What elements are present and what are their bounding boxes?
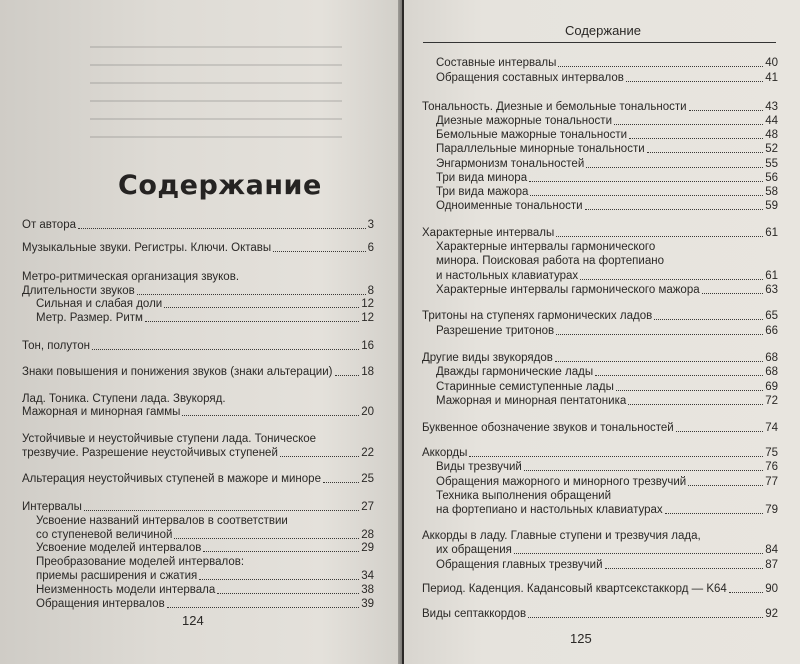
toc-entry bbox=[22, 556, 244, 569]
toc-entry-page: 76 bbox=[765, 461, 778, 473]
dot-leader bbox=[182, 415, 359, 416]
toc-entry-page: 72 bbox=[765, 395, 778, 407]
dot-leader bbox=[469, 456, 763, 457]
toc-entry bbox=[422, 352, 778, 365]
dot-leader bbox=[555, 361, 763, 362]
toc-entry-title: и настольных клавиатурах bbox=[436, 270, 579, 282]
toc-entry bbox=[22, 366, 374, 379]
toc-entry-page: 12 bbox=[361, 312, 374, 324]
toc-entry bbox=[422, 270, 778, 283]
toc-entry-page: 44 bbox=[765, 115, 778, 127]
toc-entry-page: 58 bbox=[765, 186, 778, 198]
toc-entry bbox=[422, 490, 611, 503]
toc-entry-page: 75 bbox=[765, 447, 778, 459]
toc-entry-title: От автора bbox=[22, 219, 76, 231]
toc-entry-page: 34 bbox=[361, 570, 374, 582]
toc-entry bbox=[22, 271, 239, 284]
toc-entry-title: Лад. Тоника. Ступени лада. Звукоряд. bbox=[22, 393, 226, 405]
dot-leader bbox=[729, 592, 763, 593]
toc-entry bbox=[422, 504, 778, 517]
dot-leader bbox=[524, 470, 763, 471]
toc-entry bbox=[22, 501, 374, 514]
toc-entry-page: 39 bbox=[361, 598, 374, 610]
toc-entry-title: Сильная и слабая доли bbox=[36, 298, 163, 310]
dot-leader bbox=[199, 579, 359, 580]
toc-entry bbox=[422, 57, 778, 70]
dot-leader bbox=[335, 375, 360, 376]
toc-entry-page: 16 bbox=[361, 340, 374, 352]
toc-entry-page: 74 bbox=[765, 422, 778, 434]
toc-entry bbox=[422, 241, 655, 254]
toc-entry bbox=[422, 284, 778, 297]
toc-entry-page: 69 bbox=[765, 381, 778, 393]
toc-entry-title: их обращения bbox=[436, 544, 512, 556]
toc-entry bbox=[22, 340, 374, 353]
toc-entry-page: 66 bbox=[765, 325, 778, 337]
dot-leader bbox=[605, 568, 764, 569]
toc-entry-page: 43 bbox=[765, 101, 778, 113]
dot-leader bbox=[528, 617, 763, 618]
dot-leader bbox=[702, 293, 764, 294]
page-number: 125 bbox=[570, 631, 592, 646]
toc-entry-title: Другие виды звукорядов bbox=[422, 352, 553, 364]
toc-entry-title: Диезные мажорные тональности bbox=[436, 115, 612, 127]
toc-entry-page: 59 bbox=[765, 200, 778, 212]
toc-entry-page: 68 bbox=[765, 366, 778, 378]
toc-entry-title: трезвучие. Разрешение неустойчивых ступеней bbox=[22, 447, 278, 459]
toc-entry bbox=[22, 598, 374, 611]
dot-leader bbox=[78, 228, 366, 229]
dot-leader bbox=[529, 181, 763, 182]
dot-leader bbox=[647, 152, 764, 153]
toc-entry-page: 27 bbox=[361, 501, 374, 513]
toc-entry-title: Составные интервалы bbox=[436, 57, 557, 69]
toc-entry-page: 92 bbox=[765, 608, 778, 620]
dot-leader bbox=[556, 334, 763, 335]
toc-entry-title: Интервалы bbox=[22, 501, 82, 513]
toc-entry bbox=[22, 515, 288, 528]
toc-entry-title: Тритоны на ступенях гармонических ладов bbox=[422, 310, 653, 322]
toc-entry-title: Техника выполнения обращений bbox=[436, 490, 612, 502]
toc-entry-page: 90 bbox=[765, 583, 778, 595]
dot-leader bbox=[688, 485, 763, 486]
toc-entry-page: 40 bbox=[765, 57, 778, 69]
toc-entry bbox=[422, 310, 778, 323]
toc-entry-title: приемы расширения и сжатия bbox=[36, 570, 198, 582]
toc-entry-title: Устойчивые и неустойчивые ступени лада. Тоническое bbox=[22, 433, 317, 445]
toc-entry bbox=[22, 473, 374, 486]
toc-entry-title: Виды трезвучий bbox=[436, 461, 522, 473]
toc-entry bbox=[422, 366, 778, 379]
toc-entry-title: Период. Каденция. Кадансовый квартсекстаккорд — K64 bbox=[422, 583, 727, 595]
header-rule bbox=[423, 42, 776, 43]
dot-leader bbox=[280, 456, 359, 457]
dot-leader bbox=[595, 375, 763, 376]
dot-leader bbox=[628, 404, 763, 405]
toc-entry bbox=[422, 559, 778, 572]
toc-entry bbox=[22, 242, 374, 255]
toc-entry bbox=[422, 325, 778, 338]
toc-entry-page: 41 bbox=[765, 72, 778, 84]
dot-leader bbox=[217, 593, 359, 594]
toc-entry bbox=[22, 433, 316, 446]
toc-entry bbox=[422, 186, 778, 199]
toc-entry bbox=[422, 143, 778, 156]
right-page bbox=[404, 0, 800, 664]
toc-entry bbox=[22, 285, 374, 298]
toc-entry bbox=[422, 608, 778, 621]
dot-leader bbox=[585, 209, 764, 210]
toc-entry-title: Усвоение моделей интервалов bbox=[36, 542, 202, 554]
toc-entry bbox=[422, 227, 778, 240]
toc-entry-page: 56 bbox=[765, 172, 778, 184]
toc-entry-page: 8 bbox=[367, 285, 374, 297]
toc-entry-title: Длительности звуков bbox=[22, 285, 135, 297]
toc-entry-page: 79 bbox=[765, 504, 778, 516]
toc-entry-page: 28 bbox=[361, 529, 374, 541]
toc-entry-title: Преобразование моделей интервалов: bbox=[36, 556, 245, 568]
toc-entry-title: Знаки повышения и понижения звуков (знаки альтерации) bbox=[22, 366, 333, 378]
toc-entry-title: Музыкальные звуки. Регистры. Ключи. Октавы bbox=[22, 242, 272, 254]
toc-entry bbox=[22, 312, 374, 325]
dot-leader bbox=[629, 138, 763, 139]
toc-entry-title: Разрешение тритонов bbox=[436, 325, 555, 337]
dot-leader bbox=[84, 510, 359, 511]
toc-entry bbox=[422, 158, 778, 171]
toc-entry-page: 3 bbox=[367, 219, 374, 231]
toc-entry bbox=[22, 393, 226, 406]
toc-entry-title: на фортепиано и настольных клавиатурах bbox=[436, 504, 663, 516]
dot-leader bbox=[556, 236, 763, 237]
toc-entry-title: Одноименные тональности bbox=[436, 200, 583, 212]
dot-leader bbox=[626, 81, 763, 82]
dot-leader bbox=[558, 66, 763, 67]
toc-entry-page: 65 bbox=[765, 310, 778, 322]
toc-entry-title: Параллельные минорные тональности bbox=[436, 143, 645, 155]
dot-leader bbox=[689, 110, 764, 111]
toc-entry-title: Тон, полутон bbox=[22, 340, 90, 352]
toc-entry-page: 29 bbox=[361, 542, 374, 554]
toc-entry-title: Мажорная и минорная гаммы bbox=[22, 406, 181, 418]
toc-entry-page: 61 bbox=[765, 227, 778, 239]
toc-entry-page: 84 bbox=[765, 544, 778, 556]
toc-entry-page: 22 bbox=[361, 447, 374, 459]
page-number: 124 bbox=[182, 613, 204, 628]
toc-entry bbox=[422, 447, 778, 460]
toc-entry-page: 77 bbox=[765, 476, 778, 488]
toc-entry-title: Аккорды bbox=[422, 447, 468, 459]
dot-leader bbox=[164, 307, 359, 308]
toc-entry-title: Дважды гармонические лады bbox=[436, 366, 594, 378]
toc-entry bbox=[422, 101, 778, 114]
toc-entry-title: Три вида мажора bbox=[436, 186, 529, 198]
toc-entry-title: Обращения главных трезвучий bbox=[436, 559, 603, 571]
toc-entry bbox=[22, 570, 374, 583]
dot-leader bbox=[167, 607, 360, 608]
page-title: Содержание bbox=[118, 170, 322, 201]
toc-entry-title: Неизменность модели интервала bbox=[36, 584, 216, 596]
dot-leader bbox=[203, 551, 359, 552]
toc-entry bbox=[422, 172, 778, 185]
toc-entry bbox=[22, 542, 374, 555]
dot-leader bbox=[665, 513, 764, 514]
running-head: Содержание bbox=[565, 23, 641, 38]
dot-leader bbox=[514, 553, 763, 554]
toc-entry-page: 63 bbox=[765, 284, 778, 296]
toc-entry bbox=[422, 544, 778, 557]
toc-entry-title: Старинные семиступенные лады bbox=[436, 381, 614, 393]
toc-entry-page: 38 bbox=[361, 584, 374, 596]
toc-entry bbox=[422, 129, 778, 142]
toc-entry bbox=[22, 584, 374, 597]
toc-entry-page: 87 bbox=[765, 559, 778, 571]
toc-entry-title: Метро-ритмическая организация звуков. bbox=[22, 271, 240, 283]
dot-leader bbox=[676, 431, 764, 432]
dot-leader bbox=[174, 538, 359, 539]
toc-entry-title: Бемольные мажорные тональности bbox=[436, 129, 628, 141]
toc-entry bbox=[422, 530, 701, 543]
toc-entry bbox=[422, 583, 778, 596]
dot-leader bbox=[137, 294, 366, 295]
toc-entry-title: Характерные интервалы гармонического bbox=[436, 241, 656, 253]
toc-entry-page: 55 bbox=[765, 158, 778, 170]
toc-entry-title: Мажорная и минорная пентатоника bbox=[436, 395, 627, 407]
dot-leader bbox=[580, 279, 763, 280]
toc-entry-title: Аккорды в ладу. Главные ступени и трезвучия лада, bbox=[422, 530, 701, 542]
toc-entry-title: Альтерация неустойчивых ступеней в мажоре и миноре bbox=[22, 473, 321, 485]
toc-entry bbox=[422, 422, 778, 435]
toc-entry-title: Обращения мажорного и минорного трезвучий bbox=[436, 476, 687, 488]
toc-entry-title: Метр. Размер. Ритм bbox=[36, 312, 143, 324]
toc-entry-page: 52 bbox=[765, 143, 778, 155]
dot-leader bbox=[614, 124, 763, 125]
toc-entry-title: минора. Поисковая работа на фортепиано bbox=[436, 255, 664, 267]
toc-entry bbox=[422, 200, 778, 213]
toc-entry-page: 18 bbox=[361, 366, 374, 378]
toc-entry-title: со ступеневой величиной bbox=[36, 529, 173, 541]
dot-leader bbox=[92, 349, 359, 350]
toc-entry bbox=[22, 529, 374, 542]
toc-entry bbox=[22, 219, 374, 232]
dot-leader bbox=[530, 195, 763, 196]
toc-entry bbox=[22, 447, 374, 460]
dot-leader bbox=[273, 251, 365, 252]
toc-entry bbox=[422, 381, 778, 394]
toc-entry bbox=[422, 461, 778, 474]
toc-entry-title: Обращения интервалов bbox=[36, 598, 165, 610]
toc-entry-page: 61 bbox=[765, 270, 778, 282]
toc-entry-page: 48 bbox=[765, 129, 778, 141]
dot-leader bbox=[586, 167, 763, 168]
toc-entry-title: Усвоение названий интервалов в соответствии bbox=[36, 515, 288, 527]
toc-entry-title: Энгармонизм тональностей bbox=[436, 158, 585, 170]
toc-entry-title: Буквенное обозначение звуков и тональностей bbox=[422, 422, 674, 434]
toc-entry-title: Тональность. Диезные и бемольные тональности bbox=[422, 101, 687, 113]
toc-entry-page: 20 bbox=[361, 406, 374, 418]
toc-entry-page: 6 bbox=[367, 242, 374, 254]
dot-leader bbox=[616, 390, 763, 391]
toc-entry-title: Виды септаккордов bbox=[422, 608, 527, 620]
toc-entry-title: Характерные интервалы гармонического мажора bbox=[436, 284, 700, 296]
toc-entry-page: 12 bbox=[361, 298, 374, 310]
toc-entry bbox=[422, 72, 778, 85]
toc-entry bbox=[422, 476, 778, 489]
dot-leader bbox=[654, 319, 763, 320]
toc-entry bbox=[22, 298, 374, 311]
toc-entry-title: Три вида минора bbox=[436, 172, 528, 184]
toc-entry-page: 25 bbox=[361, 473, 374, 485]
dot-leader bbox=[323, 482, 359, 483]
toc-entry-title: Обращения составных интервалов bbox=[436, 72, 624, 84]
toc-entry bbox=[22, 406, 374, 419]
toc-entry bbox=[422, 395, 778, 408]
toc-entry bbox=[422, 115, 778, 128]
toc-entry bbox=[422, 255, 664, 268]
dot-leader bbox=[145, 321, 359, 322]
toc-entry-title: Характерные интервалы bbox=[422, 227, 555, 239]
toc-entry-page: 68 bbox=[765, 352, 778, 364]
